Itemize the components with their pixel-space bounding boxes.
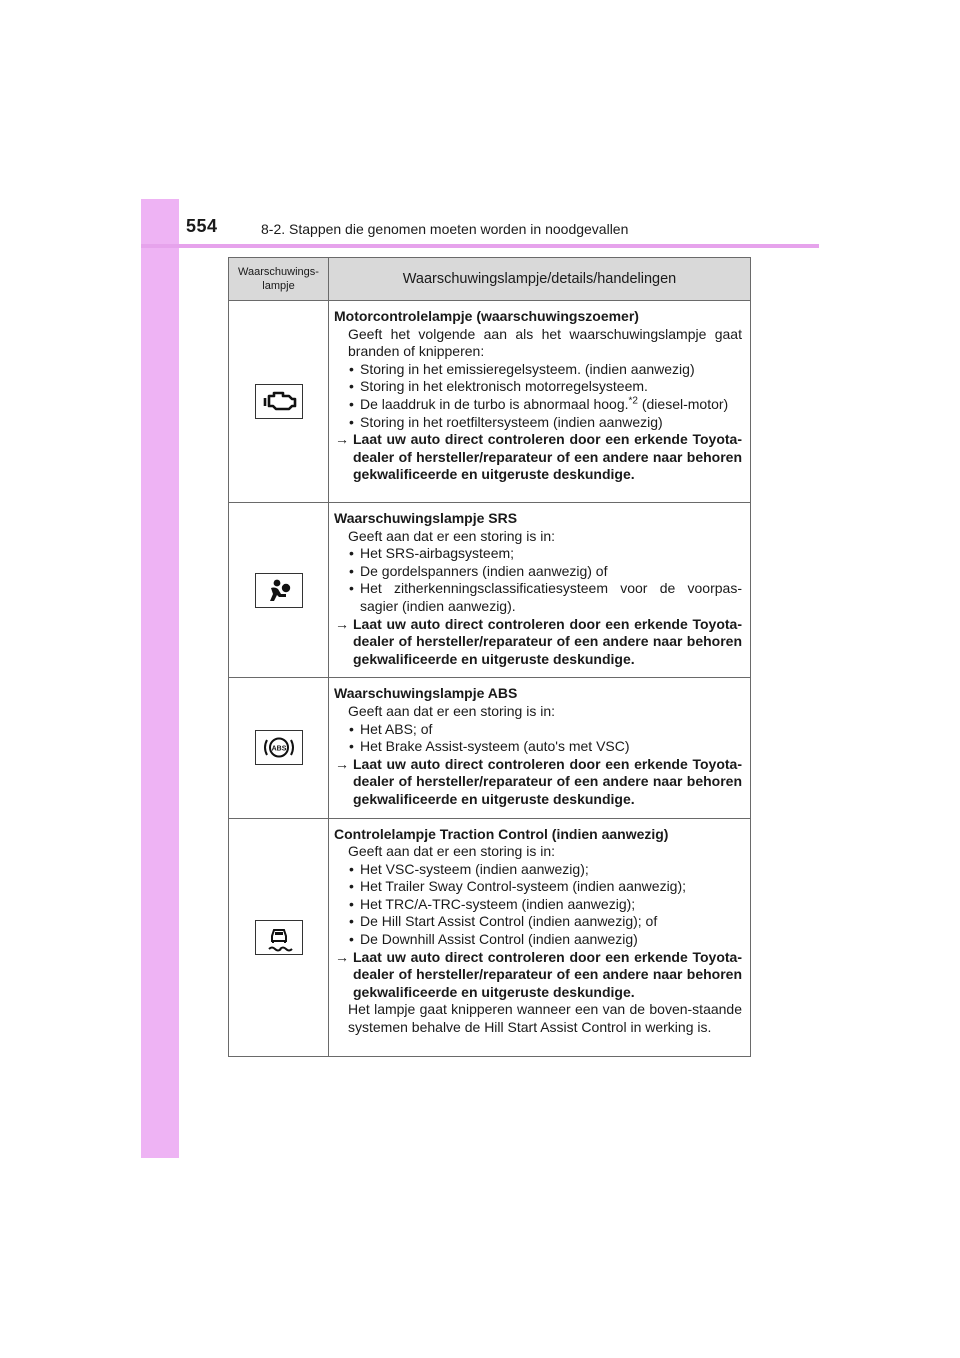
warning-lights-table bbox=[228, 257, 751, 1057]
details-cell bbox=[329, 301, 751, 503]
bullet-text: De laaddruk in de turbo is abnormaal hoog. bbox=[360, 395, 629, 412]
bullet-item: • Storing in het emissieregelsysteem. (indien aanwezig) bbox=[334, 361, 742, 379]
column-header-lamp bbox=[229, 258, 329, 301]
details-cell bbox=[329, 818, 751, 1056]
table-row-abs bbox=[229, 678, 751, 818]
row-title: Waarschuwingslampje SRS bbox=[334, 510, 518, 526]
header-rule bbox=[141, 244, 819, 248]
row-intro: Geeft het volgende aan als het waarschuwingslampje gaat branden of knipperen: bbox=[348, 325, 742, 360]
action-label: Laat uw auto direct controleren door een erkende Toyota-dealer of hersteller/reparateur of een andere naar behoren gekwalificeerde en uitgeruste deskundige. bbox=[353, 755, 742, 807]
action-label: Laat uw auto direct controleren door een erkende Toyota-dealer of hersteller/reparateur of een andere naar behoren gekwalificeerde en uitgeruste deskundige. bbox=[353, 431, 742, 483]
arrow-icon: → bbox=[335, 948, 349, 965]
action-text bbox=[334, 756, 742, 809]
icon-cell bbox=[229, 678, 329, 818]
bullet-item: • Het ABS; of bbox=[334, 721, 742, 739]
action-text bbox=[334, 431, 742, 484]
details-cell bbox=[329, 678, 751, 818]
srs-airbag-icon bbox=[255, 573, 303, 608]
row-note: Het lampje gaat knipperen wanneer een van de boven-staande systemen behalve de Hill Start Assist Control in werking is. bbox=[348, 1001, 742, 1036]
row-title: Waarschuwingslampje ABS bbox=[334, 685, 518, 702]
icon-cell bbox=[229, 301, 329, 503]
abs-icon-text: ABS bbox=[271, 745, 286, 753]
section-title: 8-2. Stappen die genomen moeten worden in noodgevallen bbox=[261, 221, 629, 237]
row-intro: Geeft aan dat er een storing is in: bbox=[348, 527, 556, 544]
row-intro: Geeft aan dat er een storing is in: bbox=[348, 843, 556, 860]
bullet-item bbox=[334, 396, 742, 414]
action-label: Laat uw auto direct controleren door een erkende Toyota-dealer of hersteller/reparateur of een andere naar behoren gekwalificeerde en uitgeruste deskundige. bbox=[353, 948, 742, 1000]
bullet-item: • Storing in het elektronisch motorregelsysteem. bbox=[334, 378, 742, 396]
traction-control-icon bbox=[255, 920, 303, 955]
bullet-item: • Het VSC-systeem (indien aanwezig); bbox=[334, 861, 742, 879]
arrow-icon: → bbox=[335, 755, 349, 772]
arrow-icon: → bbox=[335, 615, 349, 632]
engine-check-icon bbox=[255, 384, 303, 419]
row-title: Controlelampje Traction Control (indien aanwezig) bbox=[334, 825, 669, 842]
table-row-srs bbox=[229, 503, 751, 678]
bullet-item: • De gordelspanners (indien aanwezig) of bbox=[334, 563, 742, 581]
icon-cell bbox=[229, 818, 329, 1056]
bullet-item: • Storing in het roetfiltersysteem (indien aanwezig) bbox=[334, 414, 742, 432]
bullet-item: • Het Trailer Sway Control-systeem (indien aanwezig); bbox=[334, 878, 742, 896]
column-header-lamp-line1: Waarschuwings- bbox=[238, 266, 319, 278]
bullet-item: • Het TRC/A-TRC-systeem (indien aanwezig); bbox=[334, 896, 742, 914]
bullet-list bbox=[334, 545, 742, 615]
row-intro: Geeft aan dat er een storing is in: bbox=[348, 702, 556, 719]
bullet-list bbox=[334, 861, 742, 949]
bullet-item: • Het zitherkenningsclassificatiesysteem voor de voorpas-sagier (indien aanwezig). bbox=[334, 580, 742, 615]
bullet-item: • Het SRS-airbagsysteem; bbox=[334, 545, 742, 563]
action-text bbox=[334, 616, 742, 669]
column-header-lamp-line2: lampje bbox=[262, 280, 295, 292]
bullet-list bbox=[334, 361, 742, 431]
abs-icon bbox=[255, 730, 303, 765]
bullet-item: • De Downhill Assist Control (indien aanwezig) bbox=[334, 931, 742, 949]
table-row-engine bbox=[229, 301, 751, 503]
action-label: Laat uw auto direct controleren door een erkende Toyota-dealer of hersteller/reparateur of een andere naar behoren gekwalificeerde en uitgeruste deskundige. bbox=[353, 615, 742, 667]
page-number: 554 bbox=[186, 216, 218, 236]
bullet-list bbox=[334, 721, 742, 756]
bullet-item: • De Hill Start Assist Control (indien aanwezig); of bbox=[334, 913, 742, 931]
icon-cell bbox=[229, 503, 329, 678]
action-text bbox=[334, 949, 742, 1002]
table-header-row bbox=[229, 258, 751, 301]
arrow-icon: → bbox=[335, 431, 349, 448]
column-header-details: Waarschuwingslampje/details/handelingen bbox=[329, 258, 751, 301]
table-row-traction-control bbox=[229, 818, 751, 1056]
bullet-item: • Het Brake Assist-systeem (auto's met VSC) bbox=[334, 738, 742, 756]
footnote-mark: *2 bbox=[628, 395, 638, 407]
details-cell bbox=[329, 503, 751, 678]
chapter-side-band bbox=[141, 199, 179, 1158]
row-title: Motorcontrolelampje (waarschuwingszoemer) bbox=[334, 308, 639, 324]
footnote-tail: (diesel-motor) bbox=[637, 395, 729, 412]
